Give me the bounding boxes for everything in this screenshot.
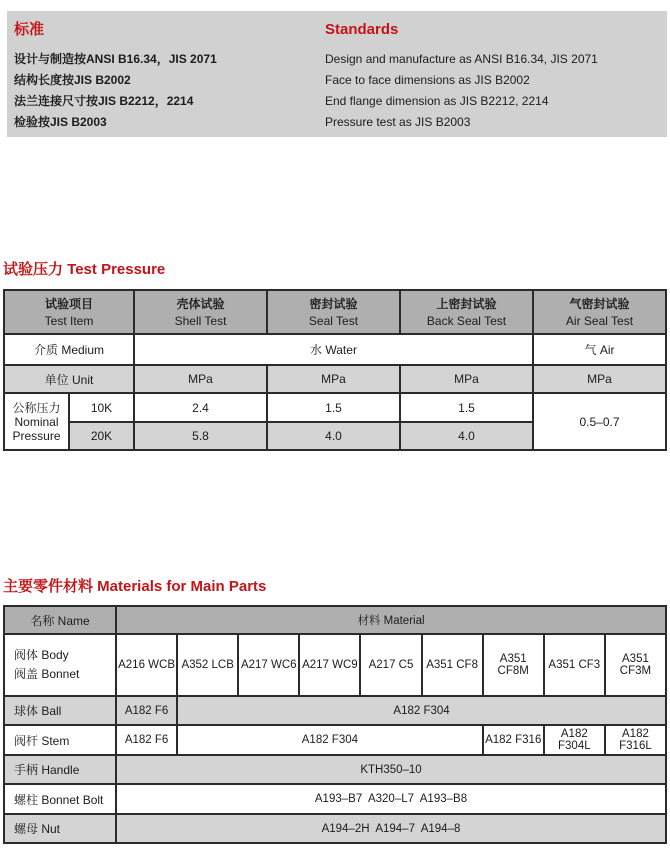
standards-title-en: Standards xyxy=(325,21,399,38)
nominal-pressure-line: Nominal xyxy=(14,414,59,429)
standards-panel xyxy=(7,11,667,137)
part-label-cell: 球体 Ball xyxy=(4,696,116,725)
standards-item-zh: 设计与制造按ANSI B16.34，JIS 2071 xyxy=(14,52,217,66)
air-value-cell: 气 Air xyxy=(533,334,666,365)
shell-test-value-cell: 5.8 xyxy=(134,422,267,450)
column-header-air-seal-test xyxy=(533,290,666,334)
table-header-row xyxy=(4,606,666,634)
material-value-cell: A217 WC9 xyxy=(299,634,360,696)
medium-label-cell: 介质 Medium xyxy=(4,334,134,365)
column-header-zh: 气密封试验 xyxy=(569,296,630,311)
material-header-cell: 材料 Material xyxy=(116,606,666,634)
nominal-pressure-label-cell xyxy=(4,393,69,450)
standards-item-zh: 检验按JIS B2003 xyxy=(14,115,107,129)
unit-label-cell: 单位 Unit xyxy=(4,365,134,393)
material-value-cell: A351 CF8M xyxy=(483,634,544,696)
part-label-cell: 手柄 Handle xyxy=(4,755,116,784)
part-label-cell: 螺母 Nut xyxy=(4,814,116,843)
material-value-cell: A182 F6 xyxy=(116,725,177,755)
standards-title-zh: 标准 xyxy=(14,21,45,38)
material-value-cell: A217 C5 xyxy=(360,634,421,696)
table-header-row xyxy=(4,290,666,334)
standards-column-chinese xyxy=(14,21,217,133)
bonnet-bolt-row xyxy=(4,784,666,814)
nominal-pressure-line: 公称压力 xyxy=(12,400,61,415)
back-seal-test-value-cell: 1.5 xyxy=(400,393,533,422)
nominal-pressure-line: Pressure xyxy=(12,428,61,443)
column-header-zh: 上密封试验 xyxy=(436,296,497,311)
ball-row xyxy=(4,696,666,725)
medium-row xyxy=(4,334,666,365)
material-value-cell: A216 WCB xyxy=(116,634,177,696)
material-value-cell: A182 F316 xyxy=(483,725,544,755)
column-header-zh: 试验项目 xyxy=(44,296,93,311)
standards-item-zh: 结构长度按JIS B2002 xyxy=(14,73,131,87)
material-value-cell: A182 F316L xyxy=(605,725,666,755)
material-value-cell: A351 CF3M xyxy=(605,634,666,696)
material-value-cell: A352 LCB xyxy=(177,634,238,696)
part-label-line: 阀盖 Bonnet xyxy=(14,667,80,681)
unit-cell: MPa xyxy=(267,365,400,393)
standards-item-en: Face to face dimensions as JIS B2002 xyxy=(325,73,530,87)
standards-item-en: End flange dimension as JIS B2212, 2214 xyxy=(325,94,549,108)
part-label-cell xyxy=(4,634,116,696)
column-header-back-seal-test xyxy=(400,290,533,334)
standards-item-zh: 法兰连接尺寸按JIS B2212，2214 xyxy=(14,94,194,108)
handle-row xyxy=(4,755,666,784)
pressure-row-10k xyxy=(4,393,666,422)
material-value-cell: A194–2H A194–7 A194–8 xyxy=(116,814,666,843)
seal-test-value-cell: 1.5 xyxy=(267,393,400,422)
materials-table xyxy=(3,605,667,844)
nut-row xyxy=(4,814,666,843)
column-header-en: Seal Test xyxy=(308,313,359,328)
column-header-zh: 密封试验 xyxy=(309,296,358,311)
test-pressure-section-title: 试验压力 Test Pressure xyxy=(3,261,166,278)
part-label-line: 阀体 Body xyxy=(14,648,69,662)
water-value-cell: 水 Water xyxy=(134,334,533,365)
standards-column-english xyxy=(325,21,598,133)
material-value-cell: A182 F304L xyxy=(544,725,605,755)
material-value-cell: KTH350–10 xyxy=(116,755,666,784)
test-pressure-table xyxy=(3,289,667,451)
unit-cell: MPa xyxy=(400,365,533,393)
shell-test-value-cell: 2.4 xyxy=(134,393,267,422)
stem-row xyxy=(4,725,666,755)
part-label-cell: 螺柱 Bonnet Bolt xyxy=(4,784,116,814)
material-value-cell: A182 F304 xyxy=(177,725,483,755)
unit-row xyxy=(4,365,666,393)
column-header-shell-test xyxy=(134,290,267,334)
column-header-en: Shell Test xyxy=(174,313,227,328)
pressure-class-cell: 20K xyxy=(69,422,134,450)
material-value-cell: A351 CF3 xyxy=(544,634,605,696)
air-seal-test-value-cell: 0.5–0.7 xyxy=(533,393,666,450)
column-header-zh: 壳体试验 xyxy=(176,296,225,311)
seal-test-value-cell: 4.0 xyxy=(267,422,400,450)
back-seal-test-value-cell: 4.0 xyxy=(400,422,533,450)
body-bonnet-row xyxy=(4,634,666,696)
column-header-seal-test xyxy=(267,290,400,334)
material-value-cell: A217 WC6 xyxy=(238,634,299,696)
material-value-cell: A182 F6 xyxy=(116,696,177,725)
column-header-en: Air Seal Test xyxy=(565,313,634,328)
name-header-cell: 名称 Name xyxy=(4,606,116,634)
column-header-test-item xyxy=(4,290,134,334)
materials-section-title: 主要零件材料 Materials for Main Parts xyxy=(3,578,267,595)
pressure-class-cell: 10K xyxy=(69,393,134,422)
column-header-en: Test Item xyxy=(44,313,94,328)
standards-item-en: Pressure test as JIS B2003 xyxy=(325,115,471,129)
material-value-cell: A182 F304 xyxy=(177,696,666,725)
material-value-cell: A193–B7 A320–L7 A193–B8 xyxy=(116,784,666,814)
unit-cell: MPa xyxy=(533,365,666,393)
material-value-cell: A351 CF8 xyxy=(422,634,483,696)
unit-cell: MPa xyxy=(134,365,267,393)
standards-item-en: Design and manufacture as ANSI B16.34, JIS 2071 xyxy=(325,52,598,66)
part-label-cell: 阀杆 Stem xyxy=(4,725,116,755)
column-header-en: Back Seal Test xyxy=(426,313,507,328)
